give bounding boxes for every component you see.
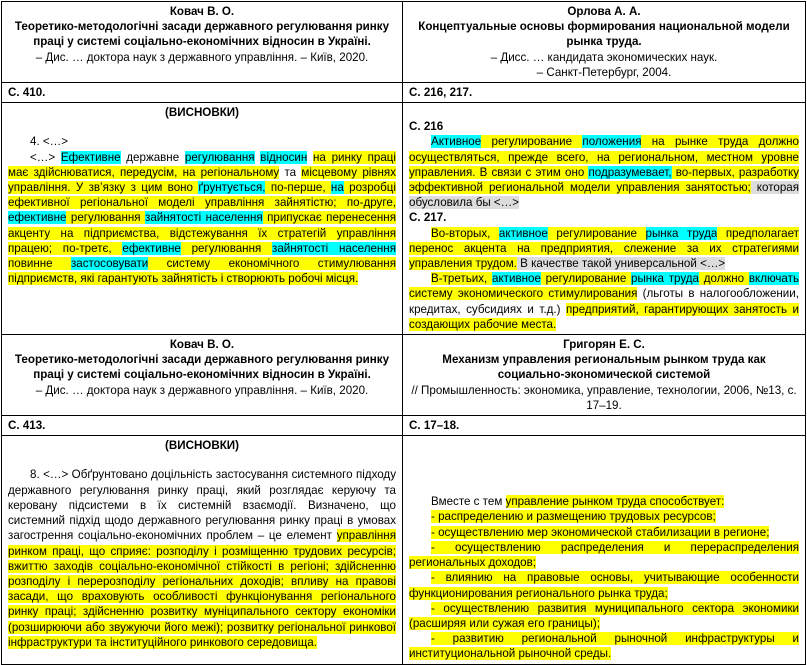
list-item: - влиянию на правовые основы, учитывающие особенности функционирования регионального рынка труда; (409, 571, 799, 600)
list-item: - осуществлению мер экономической стабилизации в регионе; (431, 525, 770, 539)
author: Орлова А. А. (567, 5, 641, 18)
page-marker: С. 216 (409, 120, 444, 134)
source-cell-left (2, 2, 403, 83)
work-title: Механизм управления региональным рынком труда как социально-экономической системой (442, 353, 766, 382)
paragraph: Вместе с тем управление рынком труда способствует: (431, 495, 725, 509)
work-source: // Промышленность: экономика, управление, технологии, 2006, №13, с. 17–19. (411, 383, 797, 412)
list-item: - развитию региональной рыночной инфраструктуры и институциональной рыночной среды. (409, 632, 799, 661)
author: Григорян Е. С. (563, 338, 645, 352)
work-title: Теоретико-методологічні засади державного регулювання ринку праці у системі соціально-економічних відносин в Україні. (14, 20, 390, 49)
page-marker: С. 217. (409, 211, 447, 225)
list-item: - осуществлению распределения и перераспределения региональных доходов; (409, 540, 799, 570)
section-heading: (ВИСНОВКИ) (165, 106, 239, 120)
paragraph-number: 4. <…> (30, 135, 69, 149)
table-row (2, 335, 806, 416)
paragraph: <…> Ефективне державне регулювання відносин на ринку праці має здійснюватися, передусім, на регіональному та місцевому рівнях управління. У зв’язку з цим воно ґрунтується, по-перше, на розробці ефективної регіональної моделі управління зайнятістю; по-друге, ефективне регулювання зайнятості населення припускає перенесення акценту на підприємства, відстежування їх стратегій управління працею; по-третє, ефективне регулювання зайнятості населення повинне застосовувати систему економічного стимулювання підприємств, які гарантують зайнятість і створюють робочі місця. (8, 150, 397, 286)
section-heading: (ВИСНОВКИ) (165, 439, 239, 453)
source-cell-left (2, 335, 403, 416)
table-row (2, 83, 806, 103)
work-source: – Дис. … доктора наук з державного управління. – Київ, 2020. (35, 383, 369, 397)
page-ref-right: С. 17–18. (403, 416, 806, 436)
text-cell-right (403, 103, 806, 335)
page-ref-left: С. 410. (2, 83, 403, 103)
table-row (2, 2, 806, 83)
paragraph: 8. <…> Обґрунтовано доцільність застосування системного підходу державного регулювання ринку праці, який розглядає керуючу та керовану підсистеми в їх системній взаємодії. Визначено, що системний підхід щодо державного регулювання ринку праці в умовах загострення соціально-економічних проблем – це елемент управління ринком праці, що сприяє: розподілу і розміщенню трудових ресурсів; вжиттю заходів соціально-економічної стійкості в регіоні; здійсненню розподілу і перерозподілу регіональних доходів; впливу на правові засади, що враховують особливості функціонування регіонального ринку праці; здійсненню розвитку муніципального сектору економіки (розширюючи або звужуючи його межі); розвитку регіональної ринкової інфраструктури та інституційного ринкового середовища. (8, 468, 396, 649)
author: Ковач В. О. (169, 338, 235, 352)
list-item: - осуществлению развития муниципального сектора экономики (расширяя или сужая его границы); (409, 601, 799, 630)
table-row (2, 436, 806, 664)
text-cell-right (403, 436, 806, 664)
work-source: – Дисс. … кандидата экономических наук. (490, 50, 718, 64)
list-item: - распределению и размещению трудовых ресурсов; (431, 510, 716, 524)
work-source: – Дис. … доктора наук з державного управління. – Київ, 2020. (35, 50, 369, 64)
work-title: Теоретико-методологічні засади державного регулювання ринку праці у системі соціально-економічних відносин в Україні. (14, 353, 390, 382)
text-cell-left (2, 103, 403, 335)
source-cell-right (403, 2, 806, 83)
table-row (2, 416, 806, 436)
paragraph: Активное регулирование положения на рынке труда должно осуществляться, прежде всего, на региональном, местном уровне управления. В связи с этим оно подразумевает, во-первых, разработку эффективной региональной модели управления занятостью; которая обусловила бы <…> (409, 135, 799, 210)
table-row (2, 103, 806, 335)
source-cell-right (403, 335, 806, 416)
paragraph: В-третьих, активное регулирование рынка труда должно включать систему экономического стимулирования (льготы в налогообложении, кредитах, субсидиях и т.д.) предприятий, гарантирующих занятость и создающих рабочие места. (409, 272, 799, 331)
comparison-table (1, 1, 806, 665)
page-ref-right: С. 216, 217. (403, 83, 806, 103)
author: Ковач В. О. (169, 5, 235, 18)
work-source: – Санкт-Петербург, 2004. (536, 65, 672, 79)
text-cell-left (2, 436, 403, 664)
work-title: Концептуальные основы формирования национальной модели рынка труда. (418, 20, 790, 49)
paragraph: Во-вторых, активное регулирование рынка труда предполагает перенос акцента на предприятия, слежение за их стратегиями управления трудом. В качестве такой универсальной <…> (409, 226, 799, 271)
page-ref-left: С. 413. (2, 416, 403, 436)
